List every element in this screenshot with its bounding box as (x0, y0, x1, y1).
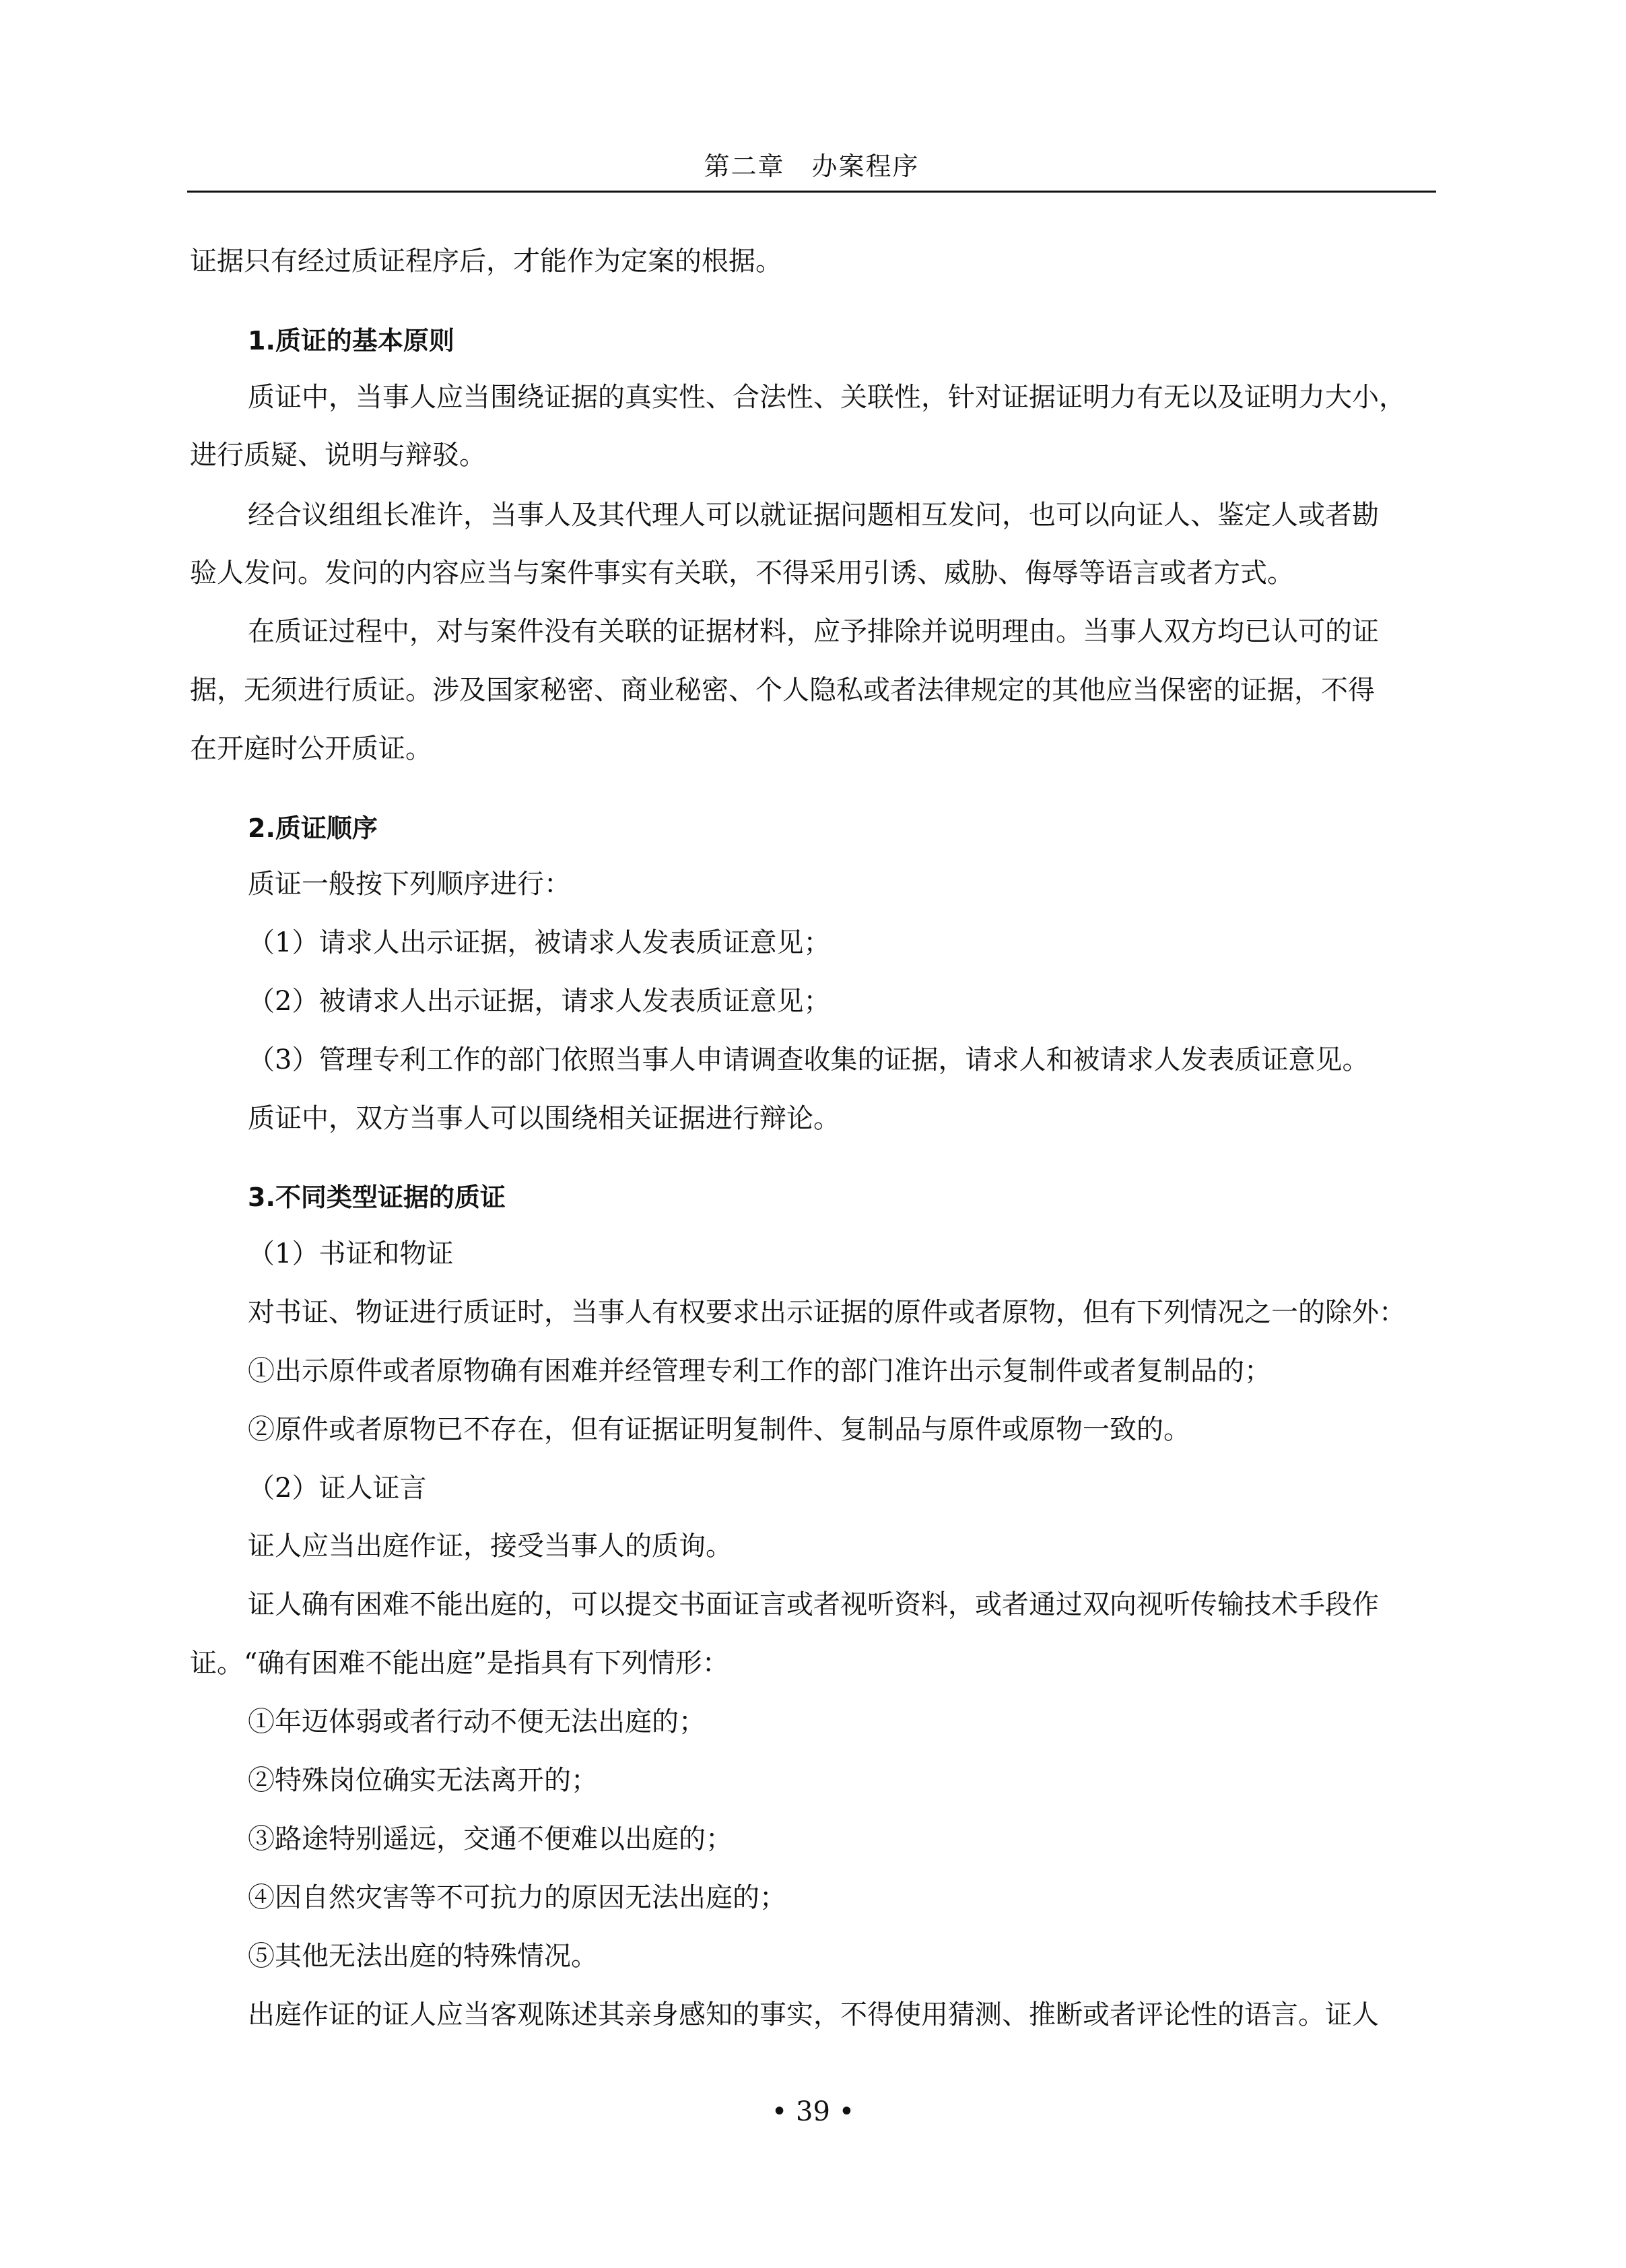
paragraph-line: 质证一般按下列顺序进行： (248, 869, 571, 900)
list-item: ①出示原件或者原物确有困难并经管理专利工作的部门准许出示复制件或者复制品的； (248, 1356, 1271, 1387)
subsection-heading: （1）书证和物证 (248, 1238, 454, 1269)
paragraph-line: 证人应当出庭作证，接受当事人的质询。 (248, 1531, 733, 1562)
paragraph-line: 在质证过程中，对与案件没有关联的证据材料，应予排除并说明理由。当事人双方均已认可的证 (248, 616, 1379, 647)
header-rule (187, 191, 1436, 193)
page-number: • 39 • (771, 2096, 855, 2127)
paragraph-line: 据，无须进行质证。涉及国家秘密、商业秘密、个人隐私或者法律规定的其他应当保密的证据，不得 (190, 675, 1375, 706)
paragraph-line: 验人发问。发问的内容应当与案件事实有关联，不得采用引诱、威胁、侮辱等语言或者方式。 (190, 558, 1294, 589)
list-item: ①年迈体弱或者行动不便无法出庭的； (248, 1706, 706, 1737)
list-item: ⑤其他无法出庭的特殊情况。 (248, 1941, 598, 1972)
list-item: （2）被请求人出示证据，请求人发表质证意见； (248, 986, 831, 1017)
list-item: ④因自然灾害等不可抗力的原因无法出庭的； (248, 1882, 786, 1913)
section-heading: 1.质证的基本原则 (248, 326, 454, 356)
list-item: ②原件或者原物已不存在，但有证据证明复制件、复制品与原件或原物一致的。 (248, 1414, 1190, 1445)
paragraph-line: 质证中，当事人应当围绕证据的真实性、合法性、关联性，针对证据证明力有无以及证明力大小， (248, 382, 1406, 413)
paragraph-line: 进行质疑、说明与辩驳。 (190, 440, 486, 471)
section-heading: 2.质证顺序 (248, 813, 378, 843)
list-item: （3）管理专利工作的部门依照当事人申请调查收集的证据，请求人和被请求人发表质证意见。 (248, 1044, 1369, 1075)
list-item: （1）请求人出示证据，被请求人发表质证意见； (248, 927, 831, 958)
section-heading: 3.不同类型证据的质证 (248, 1182, 506, 1212)
paragraph-line: 证据只有经过质证程序后，才能作为定案的根据。 (190, 246, 782, 277)
paragraph-line: 经合议组组长准许，当事人及其代理人可以就证据问题相互发问，也可以向证人、鉴定人或者勘 (248, 500, 1379, 531)
running-header: 第二章 办案程序 (704, 152, 920, 181)
paragraph-line: 对书证、物证进行质证时，当事人有权要求出示证据的原件或者原物，但有下列情况之一的除外： (248, 1297, 1406, 1328)
paragraph-line: 证人确有困难不能出庭的，可以提交书面证言或者视听资料，或者通过双向视听传输技术手段作 (248, 1589, 1379, 1620)
list-item: ③路途特别遥远，交通不便难以出庭的； (248, 1824, 733, 1855)
paragraph-line: 质证中，双方当事人可以围绕相关证据进行辩论。 (248, 1103, 840, 1134)
paragraph-line: 在开庭时公开质证。 (190, 733, 432, 764)
list-item: ②特殊岗位确实无法离开的； (248, 1765, 598, 1796)
paragraph-line: 证。“确有困难不能出庭”是指具有下列情形： (190, 1648, 729, 1679)
paragraph-line: 出庭作证的证人应当客观陈述其亲身感知的事实，不得使用猜测、推断或者评论性的语言。证人 (248, 1999, 1379, 2030)
subsection-heading: （2）证人证言 (248, 1473, 427, 1504)
